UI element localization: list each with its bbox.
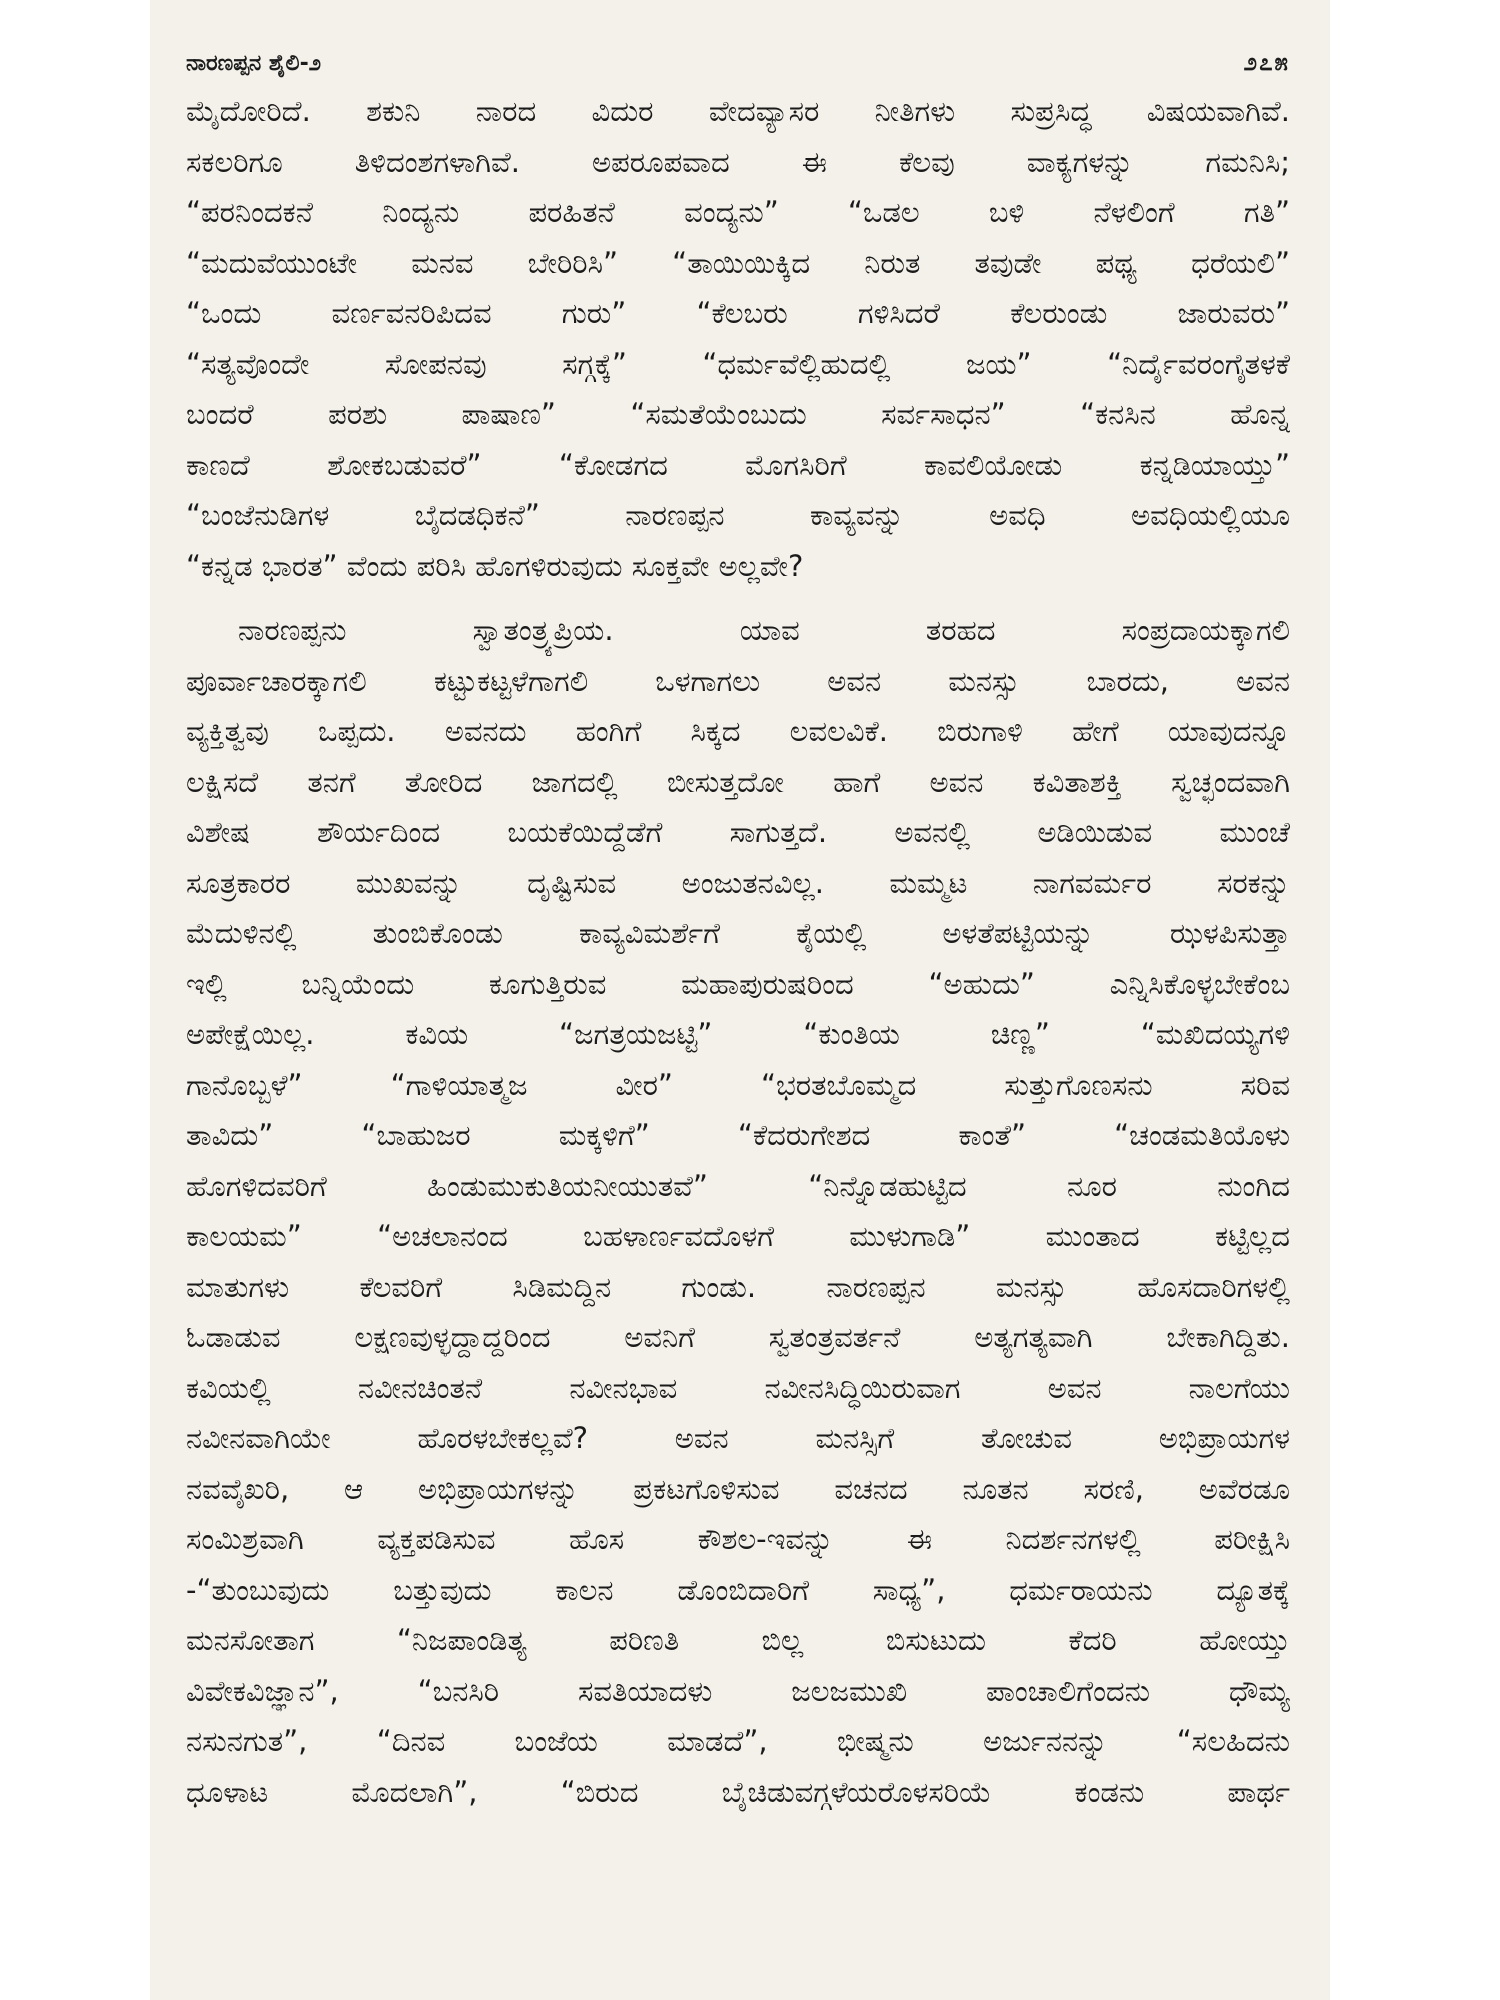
text-line: ವಿವೇಕವಿಜ್ಞಾನ”, “ಬನಸಿರಿ ಸವತಿಯಾದಳು ಜಲಜಮುಖಿ ಪಾಂಚಾಲಿಗೆಂದನು ಧೌಮ್ಯ <box>186 1673 1290 1708</box>
text-line: “ಕನ್ನಡ ಭಾರತ” ವೆಂದು ಪರಿಸಿ ಹೊಗಳಿರುವುದು ಸೂಕ್ತವೇ ಅಲ್ಲವೇ? <box>186 548 804 583</box>
book-page <box>150 0 1330 2000</box>
text-line: “ಪರನಿಂದಕನೆ ನಿಂದ್ಯನು ಪರಹಿತನೆ ವಂದ್ಯನು” “ಒಡಲ ಬಳಿ ನೆಳಲಿಂಗೆ ಗತಿ” <box>186 195 1290 229</box>
running-head: ನಾರಣಪ್ಪನ ಶೈಲಿ-೨ <box>186 51 322 76</box>
text-line: ಲಕ್ಷಿಸದೆ ತನಗೆ ತೋರಿದ ಜಾಗದಲ್ಲಿ ಬೀಸುತ್ತದೋ ಹಾಗೆ ಅವನ ಕವಿತಾಶಕ್ತಿ ಸ್ವಚ್ಛಂದವಾಗಿ <box>186 764 1290 799</box>
text-line: “ಬಂಜೆನುಡಿಗಳ ಬೈದಡಧಿಕನೆ” ನಾರಣಪ್ಪನ ಕಾವ್ಯವನ್ನು ಅವಧಿ ಅವಧಿಯಲ್ಲಿಯೂ <box>186 498 1290 532</box>
text-line: -“ತುಂಬುವುದು ಬತ್ತುವುದು ಕಾಲನ ಡೊಂಬಿದಾರಿಗೆ ಸಾಧ್ಯ”, ಧರ್ಮರಾಯನು ದ್ಯೂತಕ್ಕೆ <box>186 1572 1290 1607</box>
text-line: ತಾವಿದು” “ಬಾಹುಜರ ಮಕ್ಕಳಿಗೆ” “ಕೆದರುಗೇಶದ ಕಾಂತೆ” “ಚಂಡಮತಿಯೊಳು <box>186 1118 1290 1152</box>
text-line: ವ್ಯಕ್ತಿತ್ವವು ಒಪ್ಪದು. ಅವನದು ಹಂಗಿಗೆ ಸಿಕ್ಕದ ಲವಲವಿಕೆ. ಬಿರುಗಾಳಿ ಹೇಗೆ ಯಾವುದನ್ನೂ <box>186 714 1290 748</box>
text-line: ಪೂರ್ವಾಚಾರಕ್ಕಾಗಲಿ ಕಟ್ಟುಕಟ್ಟಳೆಗಾಗಲಿ ಒಳಗಾಗಲು ಅವನ ಮನಸ್ಸು ಬಾರದು, ಅವನ <box>186 663 1290 698</box>
text-line: ನವೀನವಾಗಿಯೇ ಹೊರಳಬೇಕಲ್ಲವೆ? ಅವನ ಮನಸ್ಸಿಗೆ ತೋಚುವ ಅಭಿಪ್ರಾಯಗಳ <box>186 1421 1290 1455</box>
text-line: ಮೈದೋರಿದೆ. ಶಕುನಿ ನಾರದ ವಿದುರ ವೇದವ್ಯಾಸರ ನೀತಿಗಳು ಸುಪ್ರಸಿದ್ಧ ವಿಷಯವಾಗಿವೆ. <box>186 94 1290 128</box>
text-line: ಸಂಮಿಶ್ರವಾಗಿ ವ್ಯಕ್ತಪಡಿಸುವ ಹೊಸ ಕೌಶಲ-ಇವನ್ನು ಈ ನಿದರ್ಶನಗಳಲ್ಲಿ ಪರೀಕ್ಷಿಸಿ <box>186 1522 1290 1556</box>
text-line: ಇಲ್ಲಿ ಬನ್ನಿಯೆಂದು ಕೂಗುತ್ತಿರುವ ಮಹಾಪುರುಷರಿಂದ “ಅಹುದು” ಎನ್ನಿಸಿಕೊಳ್ಳಬೇಕೆಂಬ <box>186 966 1290 1001</box>
text-line: ಸೂತ್ರಕಾರರ ಮುಖವನ್ನು ದೃಷ್ಟಿಸುವ ಅಂಜುತನವಿಲ್ಲ. ಮಮ್ಮಟ ನಾಗವರ್ಮರ ಸರಕನ್ನು <box>186 865 1290 900</box>
text-line: ಮನಸೋತಾಗ “ನಿಜಪಾಂಡಿತ್ಯ ಪರಿಣತಿ ಬಿಲ್ಲ ಬಿಸುಟುದು ಕೆದರಿ ಹೋಯ್ತು <box>186 1623 1290 1657</box>
text-line: ಮಾತುಗಳು ಕೆಲವರಿಗೆ ಸಿಡಿಮದ್ದಿನ ಗುಂಡು. ನಾರಣಪ್ಪನ ಮನಸ್ಸು ಹೊಸದಾರಿಗಳಲ್ಲಿ <box>186 1269 1290 1304</box>
page-number: ೨೭೫ <box>1243 48 1290 76</box>
text-line: “ಮದುವೆಯುಂಟೇ ಮನವ ಬೇರಿರಿಸಿ” “ತಾಯಿಯಿಕ್ಕಿದ ನಿರುತ ತವುಡೇ ಪಥ್ಯ ಧರೆಯಲಿ” <box>186 245 1290 280</box>
text-line: ಕಾಣದೆ ಶೋಕಬಡುವರೆ” “ಕೋಡಗದ ಮೊಗಸಿರಿಗೆ ಕಾವಲಿಯೋಡು ಕನ್ನಡಿಯಾಯ್ತು” <box>186 447 1290 482</box>
text-line: ಧೂಳಾಟ ಮೊದಲಾಗಿ”, “ಬಿರುದ ಬೈಚಿಡುವಗ್ಗಳೆಯರೊಳಸರಿಯೆ ಕಂಡನು ಪಾರ್ಥ <box>186 1774 1290 1809</box>
text-line: ಗಾನೊಬ್ಬಳೆ” “ಗಾಳಿಯಾತ್ಮಜ ವೀರ” “ಭರತಬೊಮ್ಮದ ಸುತ್ತುಗೊಣಸನು ಸರಿವ <box>186 1067 1290 1102</box>
text-line: ನಾರಣಪ್ಪನು ಸ್ವಾತಂತ್ರ್ಯಪ್ರಿಯ. ಯಾವ ತರಹದ ಸಂಪ್ರದಾಯಕ್ಕಾಗಲಿ <box>238 613 1290 647</box>
text-line: ಬಂದರೆ ಪರಶು ಪಾಷಾಣ” “ಸಮತೆಯೆಂಬುದು ಸರ್ವಸಾಧನ” “ಕನಸಿನ ಹೊನ್ನ <box>186 397 1290 431</box>
paragraph-1 <box>186 86 1290 591</box>
paragraph-2 <box>186 605 1290 1817</box>
paragraph-gap <box>186 591 1290 605</box>
text-line: “ಸತ್ಯವೊಂದೇ ಸೋಪನವು ಸಗ್ಗಕ್ಕೆ” “ಧರ್ಮವೆಲ್ಲಿಹುದಲ್ಲಿ ಜಯ” “ನಿರ್ದೈವರಂಗೈತಳಕೆ <box>186 346 1290 381</box>
page-header <box>186 40 1290 76</box>
text-line: ಕವಿಯಲ್ಲಿ ನವೀನಚಿಂತನೆ ನವೀನಭಾವ ನವೀನಸಿದ್ಧಿಯಿರುವಾಗ ಅವನ ನಾಲಗೆಯು <box>186 1370 1290 1405</box>
text-line: ಹೊಗಳಿದವರಿಗೆ ಹಿಂಡುಮುಕುತಿಯನೀಯುತವೆ” “ನಿನ್ನೊಡಹುಟ್ಟಿದ ನೂರ ನುಂಗಿದ <box>186 1168 1290 1203</box>
text-line: ಸಕಲರಿಗೂ ತಿಳಿದಂಶಗಳಾಗಿವೆ. ಅಪರೂಪವಾದ ಈ ಕೆಲವು ವಾಕ್ಯಗಳನ್ನು ಗಮನಿಸಿ; <box>186 144 1290 179</box>
body-text <box>186 86 1290 1817</box>
text-line: “ಒಂದು ವರ್ಣವನರಿಪಿದವ ಗುರು” “ಕೆಲಬರು ಗಳಿಸಿದರೆ ಕೆಲರುಂಡು ಜಾರುವರು” <box>186 296 1290 330</box>
text-line: ಓಡಾಡುವ ಲಕ್ಷಣವುಳ್ಳದ್ದಾದ್ದರಿಂದ ಅವನಿಗೆ ಸ್ವತಂತ್ರವರ್ತನೆ ಅತ್ಯಗತ್ಯವಾಗಿ ಬೇಕಾಗಿದ್ದಿತು. <box>186 1320 1290 1354</box>
text-line: ನವವೈಖರಿ, ಆ ಅಭಿಪ್ರಾಯಗಳನ್ನು ಪ್ರಕಟಗೊಳಿಸುವ ವಚನದ ನೂತನ ಸರಣಿ, ಅವೆರಡೂ <box>186 1471 1290 1506</box>
text-line: ವಿಶೇಷ ಶೌರ್ಯದಿಂದ ಬಯಕೆಯಿದ್ದೆಡೆಗೆ ಸಾಗುತ್ತದೆ. ಅವನಲ್ಲಿ ಅಡಿಯಿಡುವ ಮುಂಚೆ <box>186 815 1290 849</box>
text-line: ನಸುನಗುತ”, “ದಿನವ ಬಂಜೆಯ ಮಾಡದೆ”, ಭೀಷ್ಮನು ಅರ್ಜುನನನ್ನು “ಸಲಹಿದನು <box>186 1724 1290 1758</box>
text-line: ಕಾಲಯಮ” “ಅಚಲಾನಂದ ಬಹಳಾರ್ಣವದೊಳಗೆ ಮುಳುಗಾಡಿ” ಮುಂತಾದ ಕಟ್ಟಿಲ್ಲದ <box>186 1219 1290 1253</box>
text-line: ಅಪೇಕ್ಷೆಯಿಲ್ಲ. ಕವಿಯ “ಜಗತ್ರಯಜಟ್ಟಿ” “ಕುಂತಿಯ ಚಿಣ್ಣ” “ಮಖಿದಯ್ಯಗಳಿ <box>186 1017 1290 1051</box>
text-line: ಮೆದುಳಿನಲ್ಲಿ ತುಂಬಿಕೊಂಡು ಕಾವ್ಯವಿಮರ್ಶೆಗೆ ಕೈಯಲ್ಲಿ ಅಳತೆಪಟ್ಟಿಯನ್ನು ಝಳಪಿಸುತ್ತಾ <box>186 916 1290 950</box>
